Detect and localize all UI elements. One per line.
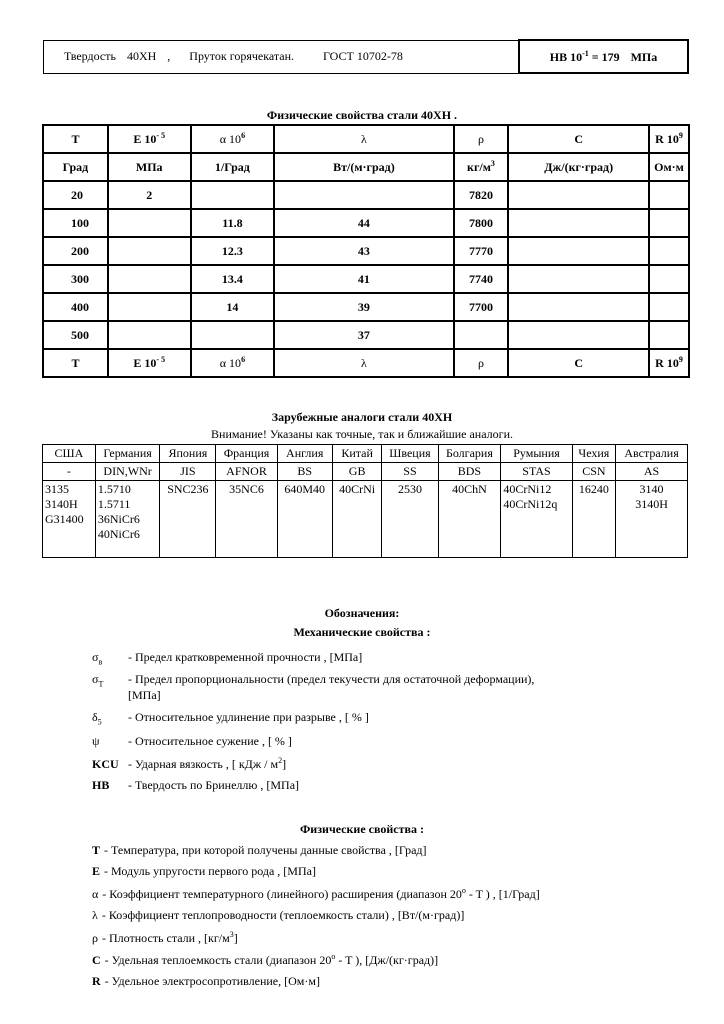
- legend-text: - Коэффициент температурного (линейного) расширения (диапазон 20$^o$ - T ) , [1/Град]: [102, 886, 540, 901]
- mech-legend-item: [92, 710, 369, 726]
- steel-grade: 40ХН: [126, 49, 157, 63]
- unit-C: Дж/(кг·град): [508, 153, 649, 181]
- phys-legend-item: [92, 974, 320, 989]
- grade-item: 40CrNi12: [503, 482, 552, 496]
- legend-text: - Твердость по Бринеллю , [МПа]: [128, 778, 300, 792]
- unit-T: Град: [43, 153, 108, 181]
- hb-unit: МПа: [630, 49, 658, 64]
- physical-cell: 13.4: [191, 265, 275, 293]
- sym-rho: ρ: [454, 125, 509, 153]
- sym-E: E $10^{- 5}$: [108, 125, 191, 153]
- phys-legend-item: [92, 930, 238, 946]
- legend-text: - Модуль упругости первого рода , [МПа]: [104, 864, 316, 878]
- mech-legend-item: [92, 734, 292, 749]
- phys-legend-item: [92, 843, 427, 858]
- grade-cell: [572, 481, 615, 558]
- legend-symbol: R: [92, 974, 101, 988]
- countries-row: [43, 445, 688, 463]
- physical-cell: [508, 237, 649, 265]
- mech-legend-item: [92, 778, 299, 793]
- standard-cell: BS: [277, 463, 332, 481]
- phys-legend-item: [92, 952, 438, 968]
- mech-legend-item: [92, 756, 286, 772]
- grade-item: 40CrNi: [339, 482, 376, 496]
- country-cell: Румыния: [501, 445, 572, 463]
- sym-C: C: [508, 125, 649, 153]
- phys-legend-item: [92, 886, 540, 902]
- unit-E: МПа: [108, 153, 191, 181]
- country-cell: Франция: [216, 445, 277, 463]
- physical-cell: 7740: [454, 265, 509, 293]
- phys-legend-title: Физические свойства :: [299, 822, 424, 836]
- legend-symbol: T: [92, 843, 101, 857]
- physical-cell: 14: [191, 293, 275, 321]
- standard-cell: SS: [382, 463, 438, 481]
- grade-cell: [382, 481, 438, 558]
- physical-title: Физические свойства стали 40ХН .: [266, 108, 458, 122]
- physical-cell: 12.3: [191, 237, 275, 265]
- hb-exp: -1: [582, 48, 589, 58]
- physical-cell: 300: [43, 265, 108, 293]
- grade-item: 640M40: [284, 482, 326, 496]
- physical-cell: [274, 181, 453, 209]
- legend-text: - Плотность стали , $[кг/м^3]$: [102, 930, 238, 945]
- physical-cell: 20: [43, 181, 108, 209]
- physical-row: [43, 181, 689, 209]
- grade-item: 3140H: [635, 497, 668, 511]
- legend-text: - Ударная вязкость , [ кДж / $м^2$]: [128, 756, 287, 771]
- legend-symbol: $\delta_5$: [92, 710, 102, 727]
- legend-text: - Температура, при которой получены данные свойства , [Град]: [104, 843, 427, 857]
- legend-symbol: α: [92, 887, 99, 901]
- grade-item: 16240: [578, 482, 609, 496]
- standard-cell: BDS: [438, 463, 501, 481]
- grade-item: 3140H: [45, 497, 78, 511]
- hardness-cell: Твердость 40ХН , Пруток горячекатан. ГОСТ 10702-78: [44, 40, 520, 73]
- physical-cell: 7800: [454, 209, 509, 237]
- sym-R: R $10^9$: [649, 125, 689, 153]
- country-cell: США: [43, 445, 96, 463]
- physical-cell: [649, 181, 689, 209]
- hardness-box: [43, 39, 689, 74]
- phys-legend-item: [92, 864, 316, 879]
- grade-cell: [501, 481, 572, 558]
- physical-cell: 11.8: [191, 209, 275, 237]
- condition: Пруток горячекатан.: [189, 49, 295, 63]
- physical-cell: 7770: [454, 237, 509, 265]
- physical-cell: 37: [274, 321, 453, 349]
- unit-row: [43, 153, 689, 181]
- legend-symbol: KCU: [92, 757, 119, 771]
- phys-legend-item: [92, 908, 464, 923]
- physical-cell: [649, 265, 689, 293]
- legend-symbol: $\sigma_в$: [92, 650, 103, 667]
- physical-cell: [191, 321, 275, 349]
- physical-cell: [108, 321, 191, 349]
- physical-cell: [108, 265, 191, 293]
- physical-cell: 41: [274, 265, 453, 293]
- physical-cell: [108, 209, 191, 237]
- grade-item: G31400: [45, 512, 84, 526]
- legend-symbol: HB: [92, 778, 110, 792]
- foreign-title: Зарубежные аналоги стали 40ХН: [271, 410, 453, 424]
- legend-symbol: ψ: [92, 734, 100, 748]
- standard-cell: STAS: [501, 463, 572, 481]
- unit-lambda: Вт/(м·град): [274, 153, 453, 181]
- physical-cell: 500: [43, 321, 108, 349]
- legend-text: - Относительное сужение , [ % ]: [128, 734, 292, 748]
- physical-row: [43, 321, 689, 349]
- sym-lambda: λ: [274, 125, 453, 153]
- country-cell: Швеция: [382, 445, 438, 463]
- unit-rho: $кг/м^3$: [454, 153, 509, 181]
- physical-cell: [649, 237, 689, 265]
- legend-symbol: λ: [92, 908, 98, 922]
- grade-item: 40ChN: [452, 482, 487, 496]
- mech-title: Механические свойства :: [293, 625, 431, 639]
- physical-row: [43, 237, 689, 265]
- grade-item: 35NC6: [229, 482, 264, 496]
- grade-item: 1.5710: [97, 482, 131, 496]
- sym-E-bottom: E $10^{- 5}$: [108, 349, 191, 377]
- hb-value: = 179: [591, 49, 620, 64]
- standards-row: [43, 463, 688, 481]
- physical-row: [43, 265, 689, 293]
- legend-symbol: C: [92, 953, 101, 967]
- legend-title: Обозначения:: [324, 606, 400, 620]
- country-cell: Англия: [277, 445, 332, 463]
- grade-item: 40NiCr6: [97, 527, 140, 541]
- sym-C-bottom: C: [508, 349, 649, 377]
- physical-table: [42, 124, 690, 378]
- physical-cell: 200: [43, 237, 108, 265]
- physical-cell: [454, 321, 509, 349]
- physical-cell: [508, 209, 649, 237]
- country-cell: Китай: [332, 445, 382, 463]
- grade-item: 3140: [639, 482, 664, 496]
- grade-cell: [438, 481, 501, 558]
- hardness-label: Твердость: [64, 49, 116, 63]
- legend-symbol: E: [92, 864, 101, 878]
- physical-cell: 100: [43, 209, 108, 237]
- legend-text: - Удельное электросопротивление, [Ом·м]: [104, 974, 320, 988]
- country-cell: Чехия: [572, 445, 615, 463]
- grade-cell: [277, 481, 332, 558]
- sym-rho-bottom: ρ: [454, 349, 509, 377]
- physical-cell: 39: [274, 293, 453, 321]
- grade-cell: [616, 481, 688, 558]
- country-cell: Австралия: [616, 445, 688, 463]
- grade-cell: [332, 481, 382, 558]
- physical-cell: [191, 181, 275, 209]
- grade-cell: [43, 481, 96, 558]
- physical-cell: 7820: [454, 181, 509, 209]
- legend-text: - Удельная теплоемкость стали (диапазон 20$^o$ - T ), [Дж/(кг·град)]: [104, 952, 439, 967]
- physical-row: [43, 293, 689, 321]
- symbol-row: [43, 125, 689, 153]
- physical-cell: [508, 181, 649, 209]
- grade-item: 2530: [397, 482, 422, 496]
- country-cell: Япония: [160, 445, 216, 463]
- physical-cell: 44: [274, 209, 453, 237]
- grade-item: 40CrNi12q: [503, 497, 558, 511]
- foreign-table: [42, 444, 688, 558]
- legend-text: - Относительное удлинение при разрыве , [ % ]: [128, 710, 369, 724]
- sym-alpha: α $10^6$: [191, 125, 275, 153]
- grade-item: 3135: [45, 482, 69, 496]
- physical-cell: [108, 237, 191, 265]
- physical-cell: [508, 265, 649, 293]
- standard-cell: CSN: [572, 463, 615, 481]
- sym-R-bottom: R $10^9$: [649, 349, 689, 377]
- legend-symbol: $\sigma_T$: [92, 672, 104, 689]
- grades-row: [43, 481, 688, 558]
- physical-cell: 2: [108, 181, 191, 209]
- grade-cell: [160, 481, 216, 558]
- physical-cell: [508, 321, 649, 349]
- sym-lambda-bottom: λ: [274, 349, 453, 377]
- grade-cell: [216, 481, 277, 558]
- physical-row: [43, 209, 689, 237]
- foreign-note: Внимание! Указаны как точные, так и ближайшие аналоги.: [211, 427, 513, 441]
- hb-prefix: HB 10: [549, 49, 583, 64]
- symbol-row-bottom: [43, 349, 689, 377]
- physical-cell: [508, 293, 649, 321]
- unit-R: Ом·м: [649, 153, 689, 181]
- legend-text: - Предел кратковременной прочности , [МПа]: [128, 650, 363, 664]
- country-cell: Болгария: [438, 445, 501, 463]
- grade-item: 36NiCr6: [97, 512, 140, 526]
- hb-cell: [519, 40, 688, 73]
- grade-cell: [95, 481, 160, 558]
- unit-alpha: 1/Град: [191, 153, 275, 181]
- grade-item: 1.5711: [97, 497, 131, 511]
- physical-cell: 43: [274, 237, 453, 265]
- sym-T: T: [43, 125, 108, 153]
- physical-cell: [649, 293, 689, 321]
- standard: ГОСТ 10702-78: [323, 49, 403, 63]
- physical-cell: 7700: [454, 293, 509, 321]
- standard-cell: -: [43, 463, 96, 481]
- physical-cell: [649, 321, 689, 349]
- physical-cell: [108, 293, 191, 321]
- standard-cell: AFNOR: [216, 463, 277, 481]
- legend-symbol: ρ: [92, 931, 98, 945]
- sym-T-bottom: T: [43, 349, 108, 377]
- mech-legend-item: [92, 650, 362, 666]
- standard-cell: DIN,WNr: [95, 463, 160, 481]
- grade-item: SNC236: [167, 482, 209, 496]
- legend-text: - Коэффициент теплопроводности (теплоемкость стали) , [Вт/(м·град)]: [101, 908, 465, 922]
- standard-cell: JIS: [160, 463, 216, 481]
- legend-text: - Предел пропорциональности (предел текучести для остаточной деформации),: [128, 672, 535, 686]
- physical-cell: [649, 209, 689, 237]
- physical-cell: 400: [43, 293, 108, 321]
- legend-text-cont: [МПа]: [128, 688, 161, 703]
- standard-cell: GB: [332, 463, 382, 481]
- mech-legend-item: [92, 672, 534, 703]
- sym-alpha-bottom: α $10^6$: [191, 349, 275, 377]
- standard-cell: AS: [616, 463, 688, 481]
- country-cell: Германия: [95, 445, 160, 463]
